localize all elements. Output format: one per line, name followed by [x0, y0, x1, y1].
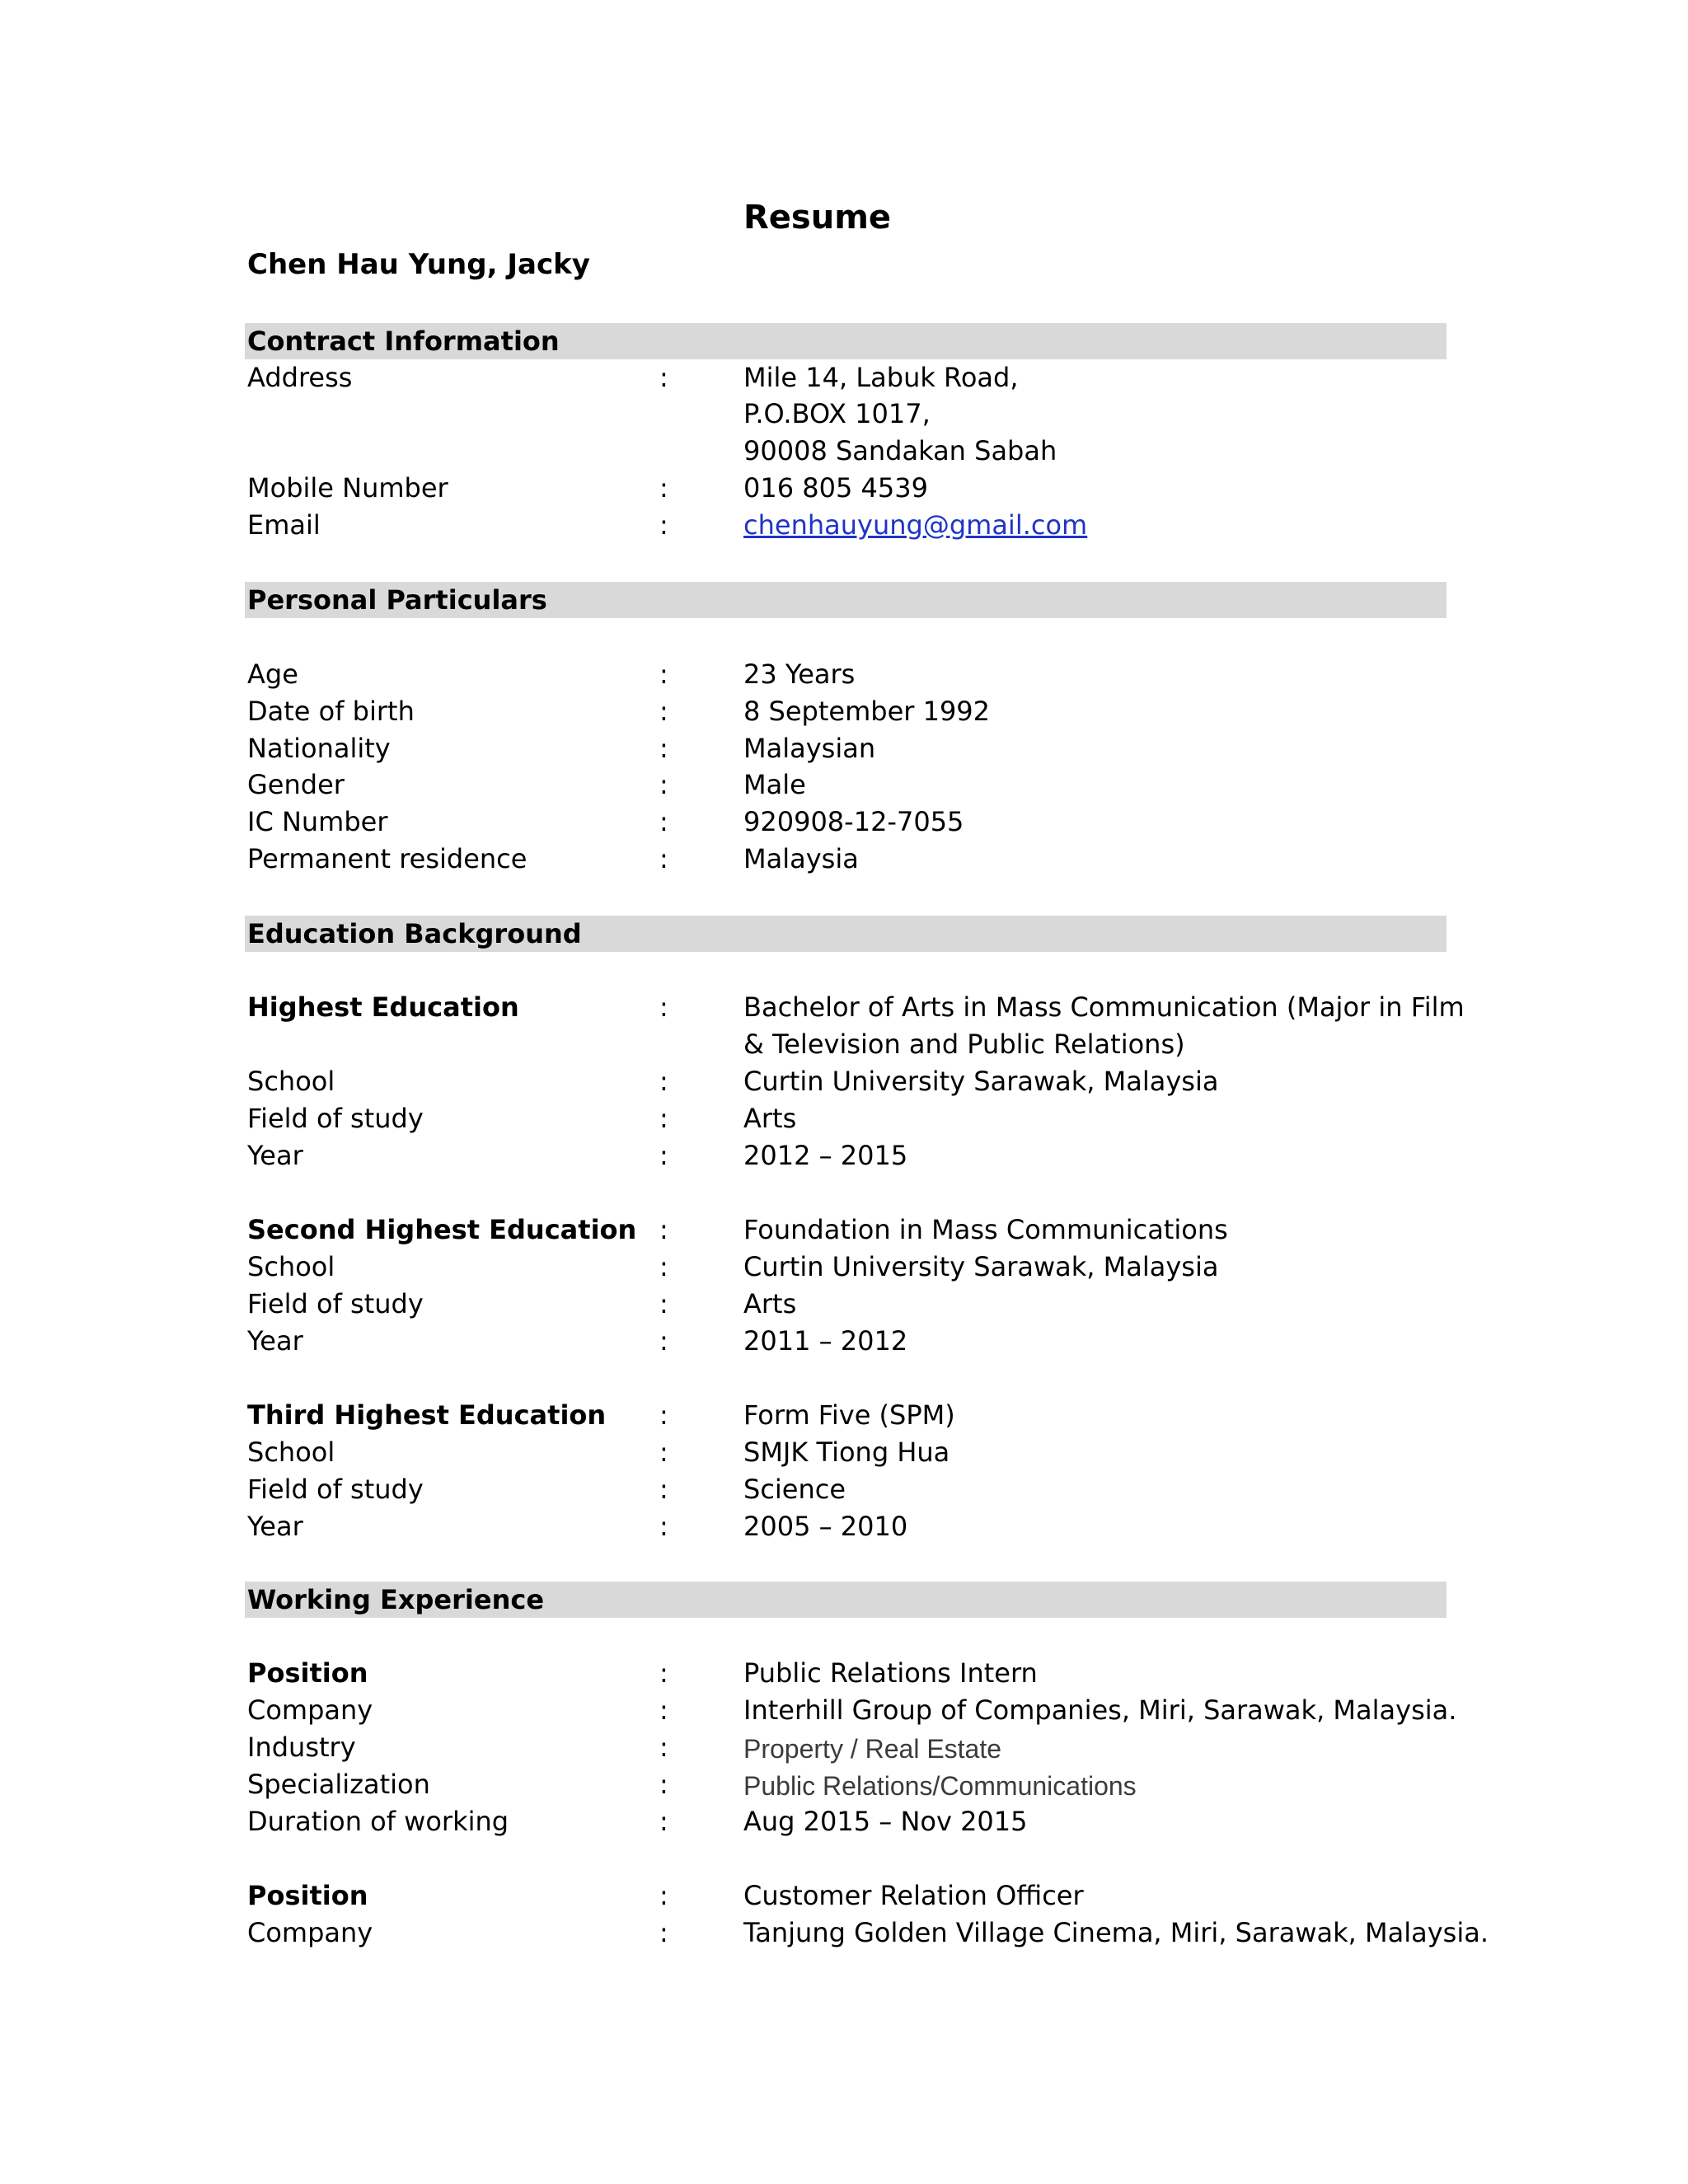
- education-level-value: Foundation in Mass Communications: [743, 1214, 1228, 1245]
- position-label: Position: [247, 1657, 368, 1689]
- residence-value: Malaysia: [743, 843, 859, 874]
- colon-separator: :: [659, 806, 668, 837]
- year-value: 2012 – 2015: [743, 1140, 908, 1171]
- colon-separator: :: [659, 362, 668, 393]
- school-label: School: [247, 1251, 335, 1282]
- colon-separator: :: [659, 1140, 668, 1171]
- section-heading: Working Experience: [247, 1584, 545, 1615]
- colon-separator: :: [659, 1436, 668, 1468]
- year-label: Year: [247, 1140, 303, 1171]
- year-label: Year: [247, 1511, 303, 1542]
- address-line-3: 90008 Sandakan Sabah: [743, 435, 1057, 466]
- duration-label: Duration of working: [247, 1806, 509, 1837]
- field-value: Arts: [743, 1288, 797, 1319]
- colon-separator: :: [659, 1288, 668, 1319]
- year-label: Year: [247, 1325, 303, 1357]
- school-label: School: [247, 1066, 335, 1097]
- dob-label: Date of birth: [247, 696, 415, 727]
- colon-separator: :: [659, 733, 668, 764]
- mobile-value: 016 805 4539: [743, 472, 928, 504]
- ic-label: IC Number: [247, 806, 388, 837]
- company-value: Interhill Group of Companies, Miri, Sarawak, Malaysia.: [743, 1694, 1457, 1726]
- school-value: Curtin University Sarawak, Malaysia: [743, 1251, 1219, 1282]
- field-label: Field of study: [247, 1103, 424, 1134]
- section-heading: Personal Particulars: [247, 584, 547, 616]
- year-value: 2005 – 2010: [743, 1511, 908, 1542]
- section-heading: Contract Information: [247, 326, 560, 357]
- company-value: Tanjung Golden Village Cinema, Miri, Sarawak, Malaysia.: [743, 1917, 1489, 1948]
- colon-separator: :: [659, 1474, 668, 1505]
- nationality-label: Nationality: [247, 733, 391, 764]
- colon-separator: :: [659, 1511, 668, 1542]
- nationality-value: Malaysian: [743, 733, 876, 764]
- colon-separator: :: [659, 472, 668, 504]
- candidate-name: Chen Hau Yung, Jacky: [247, 248, 590, 281]
- education-level-value: Bachelor of Arts in Mass Communication (Major in Film: [743, 991, 1465, 1023]
- industry-label: Industry: [247, 1732, 356, 1763]
- section-header-contact: [245, 323, 1447, 359]
- colon-separator: :: [659, 1399, 668, 1431]
- education-level-label: Second Highest Education: [247, 1214, 637, 1245]
- gender-label: Gender: [247, 769, 345, 800]
- year-value: 2011 – 2012: [743, 1325, 908, 1357]
- education-level-value-cont: & Television and Public Relations): [743, 1029, 1185, 1060]
- duration-value: Aug 2015 – Nov 2015: [743, 1806, 1028, 1837]
- education-level-label: Highest Education: [247, 991, 519, 1023]
- gender-value: Male: [743, 769, 806, 800]
- colon-separator: :: [659, 1103, 668, 1134]
- position-label: Position: [247, 1880, 368, 1911]
- field-value: Arts: [743, 1103, 797, 1134]
- residence-label: Permanent residence: [247, 843, 528, 874]
- ic-value: 920908-12-7055: [743, 806, 964, 837]
- company-label: Company: [247, 1694, 373, 1726]
- section-header-education: [245, 916, 1447, 952]
- colon-separator: :: [659, 1917, 668, 1948]
- address-line-1: Mile 14, Labuk Road,: [743, 362, 1019, 393]
- colon-separator: :: [659, 1694, 668, 1726]
- colon-separator: :: [659, 696, 668, 727]
- address-line-2: P.O.BOX 1017,: [743, 398, 931, 429]
- age-value: 23 Years: [743, 658, 856, 690]
- colon-separator: :: [659, 991, 668, 1023]
- colon-separator: :: [659, 1214, 668, 1245]
- position-value: Public Relations Intern: [743, 1657, 1038, 1689]
- field-label: Field of study: [247, 1474, 424, 1505]
- specialization-value: Public Relations/Communications: [743, 1771, 1137, 1801]
- colon-separator: :: [659, 1880, 668, 1911]
- education-level-value: Form Five (SPM): [743, 1399, 955, 1431]
- colon-separator: :: [659, 1769, 668, 1800]
- specialization-label: Specialization: [247, 1769, 430, 1800]
- school-value: SMJK Tiong Hua: [743, 1436, 950, 1468]
- document-title: Resume: [743, 199, 892, 237]
- colon-separator: :: [659, 658, 668, 690]
- position-value: Customer Relation Officer: [743, 1880, 1084, 1911]
- industry-value: Property / Real Estate: [743, 1734, 1002, 1764]
- colon-separator: :: [659, 843, 668, 874]
- colon-separator: :: [659, 1806, 668, 1837]
- dob-value: 8 September 1992: [743, 696, 991, 727]
- colon-separator: :: [659, 769, 668, 800]
- address-label: Address: [247, 362, 353, 393]
- colon-separator: :: [659, 1251, 668, 1282]
- colon-separator: :: [659, 1657, 668, 1689]
- colon-separator: :: [659, 1732, 668, 1763]
- colon-separator: :: [659, 1325, 668, 1357]
- section-header-personal: [245, 582, 1447, 618]
- school-label: School: [247, 1436, 335, 1468]
- mobile-label: Mobile Number: [247, 472, 448, 504]
- school-value: Curtin University Sarawak, Malaysia: [743, 1066, 1219, 1097]
- field-value: Science: [743, 1474, 846, 1505]
- email-link[interactable]: chenhauyung@gmail.com: [743, 509, 1088, 541]
- field-label: Field of study: [247, 1288, 424, 1319]
- age-label: Age: [247, 658, 298, 690]
- colon-separator: :: [659, 509, 668, 541]
- email-label: Email: [247, 509, 321, 541]
- colon-separator: :: [659, 1066, 668, 1097]
- education-level-label: Third Highest Education: [247, 1399, 607, 1431]
- section-heading: Education Background: [247, 918, 582, 949]
- section-header-work: [245, 1582, 1447, 1618]
- company-label: Company: [247, 1917, 373, 1948]
